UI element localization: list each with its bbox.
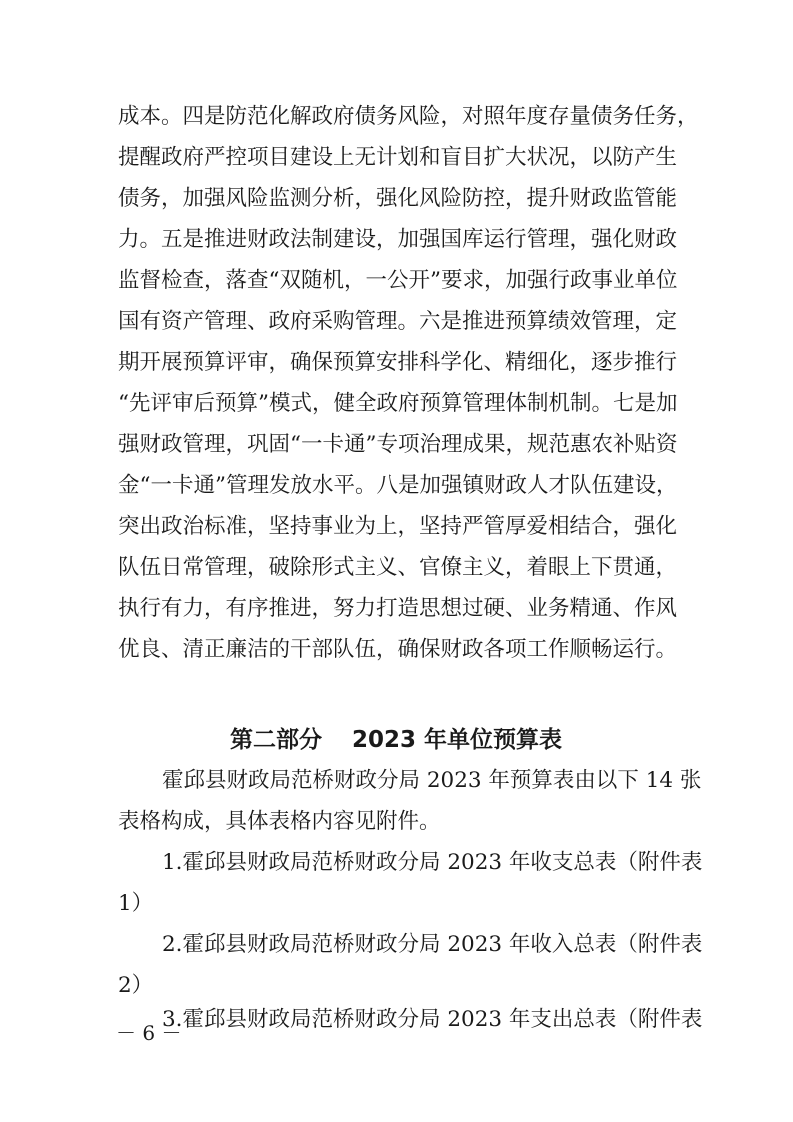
body-line: 队伍日常管理，破除形式主义、官僚主义，着眼上下贯通， xyxy=(118,555,678,580)
body-line: 执行有力，有序推进，努力打造思想过硬、业务精通、作风 xyxy=(118,596,678,621)
body-line: 提醒政府严控项目建设上无计划和盲目扩大状况，以防产生 xyxy=(118,145,678,170)
body-line: 期开展预算评审，确保预算安排科学化、精细化，逐步推行 xyxy=(118,350,678,375)
body-line: 债务，加强风险监测分析，强化风险防控，提升财政监管能 xyxy=(118,186,678,211)
body-line: 突出政治标准，坚持事业为上，坚持严管厚爱相结合，强化 xyxy=(118,514,678,539)
list-item-1-line2: 1） xyxy=(118,891,154,916)
body-line: 监督检查，落查“双随机，一公开”要求，加强行政事业单位 xyxy=(118,268,678,293)
body-line: 金“一卡通”管理发放水平。八是加强镇财政人才队伍建设， xyxy=(118,473,678,498)
list-item-3-line1: 3.霍邱县财政局范桥财政分局 2023 年支出总表（附件表 xyxy=(162,1007,703,1032)
body-line: 国有资产管理、政府采购管理。六是推进预算绩效管理，定 xyxy=(118,309,678,334)
section-heading-part: 第二部分 xyxy=(229,727,322,753)
body-line: “先评审后预算”模式，健全政府预算管理体制机制。七是加 xyxy=(118,391,678,416)
body-line: 成本。四是防范化解政府债务风险，对照年度存量债务任务， xyxy=(118,104,699,129)
list-item-1-line1: 1.霍邱县财政局范桥财政分局 2023 年收支总表（附件表 xyxy=(162,850,703,875)
list-item-2-line1: 2.霍邱县财政局范桥财政分局 2023 年收入总表（附件表 xyxy=(162,932,703,957)
body-line: 优良、清正廉洁的干部队伍，确保财政各项工作顺畅运行。 xyxy=(118,637,678,662)
intro-line: 霍邱县财政局范桥财政分局 2023 年预算表由以下 14 张 xyxy=(162,768,702,793)
page-number: － 6 － xyxy=(116,1021,182,1045)
intro-line: 表格构成，具体表格内容见附件。 xyxy=(118,809,441,834)
body-line: 力。五是推进财政法制建设，加强国库运行管理，强化财政 xyxy=(118,227,678,252)
list-item-2-line2: 2） xyxy=(118,973,154,998)
section-heading xyxy=(118,720,674,760)
body-line: 强财政管理，巩固“一卡通”专项治理成果，规范惠农补贴资 xyxy=(118,432,678,457)
section-heading-title: 2023 年单位预算表 xyxy=(351,727,563,753)
